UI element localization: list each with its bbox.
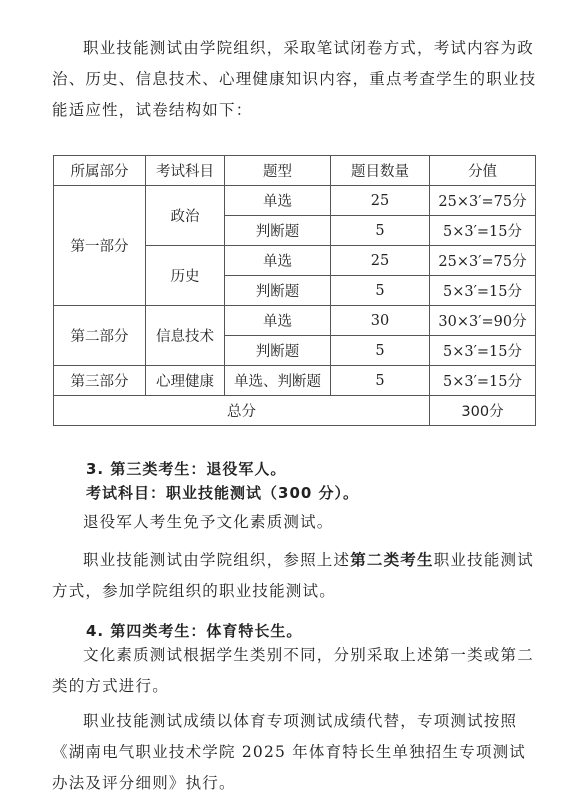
section3-paragraph-2-pre: 职业技能测试由学院组织，参照上述 [83, 551, 351, 569]
score-cell: 25×3′=75分 [430, 246, 536, 276]
exam-structure-table [53, 155, 536, 426]
subject-cell: 心理健康 [146, 366, 225, 396]
part-cell: 第二部分 [54, 306, 146, 366]
count-cell: 5 [331, 336, 430, 366]
table-row [54, 186, 536, 216]
header-part: 所属部分 [54, 156, 146, 186]
section3-paragraph-2-bold: 第二类考生 [350, 551, 434, 569]
score-cell: 5×3′=15分 [430, 336, 536, 366]
count-cell: 30 [331, 306, 430, 336]
count-cell: 25 [331, 186, 430, 216]
section4-paragraph-2: 职业技能测试成绩以体育专项测试成绩代替，专项测试按照《湖南电气职业技术学院 2025 年体育特长生单独招生专项测试办法及评分细则》执行。 [52, 712, 527, 792]
intro-paragraph: 职业技能测试由学院组织，采取笔试闭卷方式，考试内容为政治、历史、信息技术、心理健康知识内容，重点考查学生的职业技能适应性，试卷结构如下： [52, 39, 537, 119]
subject-cell: 历史 [146, 246, 225, 306]
subject-cell: 政治 [146, 186, 225, 246]
section4-paragraph-1: 文化素质测试根据学生类别不同，分别采取上述第一类或第二类的方式进行。 [52, 646, 534, 695]
section3-paragraph-1: 退役军人考生免予文化素质测试。 [83, 513, 334, 531]
total-value: 300分 [430, 396, 536, 426]
count-cell: 5 [331, 366, 430, 396]
score-cell: 5×3′=15分 [430, 366, 536, 396]
count-cell: 5 [331, 276, 430, 306]
type-cell: 单选、判断题 [225, 366, 331, 396]
header-score: 分值 [430, 156, 536, 186]
table-row [54, 306, 536, 336]
header-type: 题型 [225, 156, 331, 186]
type-cell: 判断题 [225, 276, 331, 306]
table-header-row [54, 156, 536, 186]
type-cell: 判断题 [225, 216, 331, 246]
section3-heading: 3. 第三类考生：退役军人。 [86, 460, 287, 478]
section3-paragraph-2 [52, 545, 542, 607]
type-cell: 单选 [225, 306, 331, 336]
score-cell: 5×3′=15分 [430, 216, 536, 246]
score-cell: 30×3′=90分 [430, 306, 536, 336]
total-label: 总分 [54, 396, 430, 426]
section3-paragraph-2-post: 职业技能测试方式，参加学院组织的职业技能测试。 [52, 551, 534, 600]
score-cell: 25×3′=75分 [430, 186, 536, 216]
count-cell: 5 [331, 216, 430, 246]
table-total-row [54, 396, 536, 426]
type-cell: 单选 [225, 246, 331, 276]
part-cell: 第三部分 [54, 366, 146, 396]
type-cell: 单选 [225, 186, 331, 216]
header-subject: 考试科目 [146, 156, 225, 186]
type-cell: 判断题 [225, 336, 331, 366]
part-cell: 第一部分 [54, 186, 146, 306]
subject-cell: 信息技术 [146, 306, 225, 366]
count-cell: 25 [331, 246, 430, 276]
table-row [54, 366, 536, 396]
score-cell: 5×3′=15分 [430, 276, 536, 306]
header-count: 题目数量 [331, 156, 430, 186]
section3-subject: 考试科目：职业技能测试（300 分）。 [86, 484, 360, 502]
section4-heading: 4. 第四类考生：体育特长生。 [86, 622, 303, 640]
